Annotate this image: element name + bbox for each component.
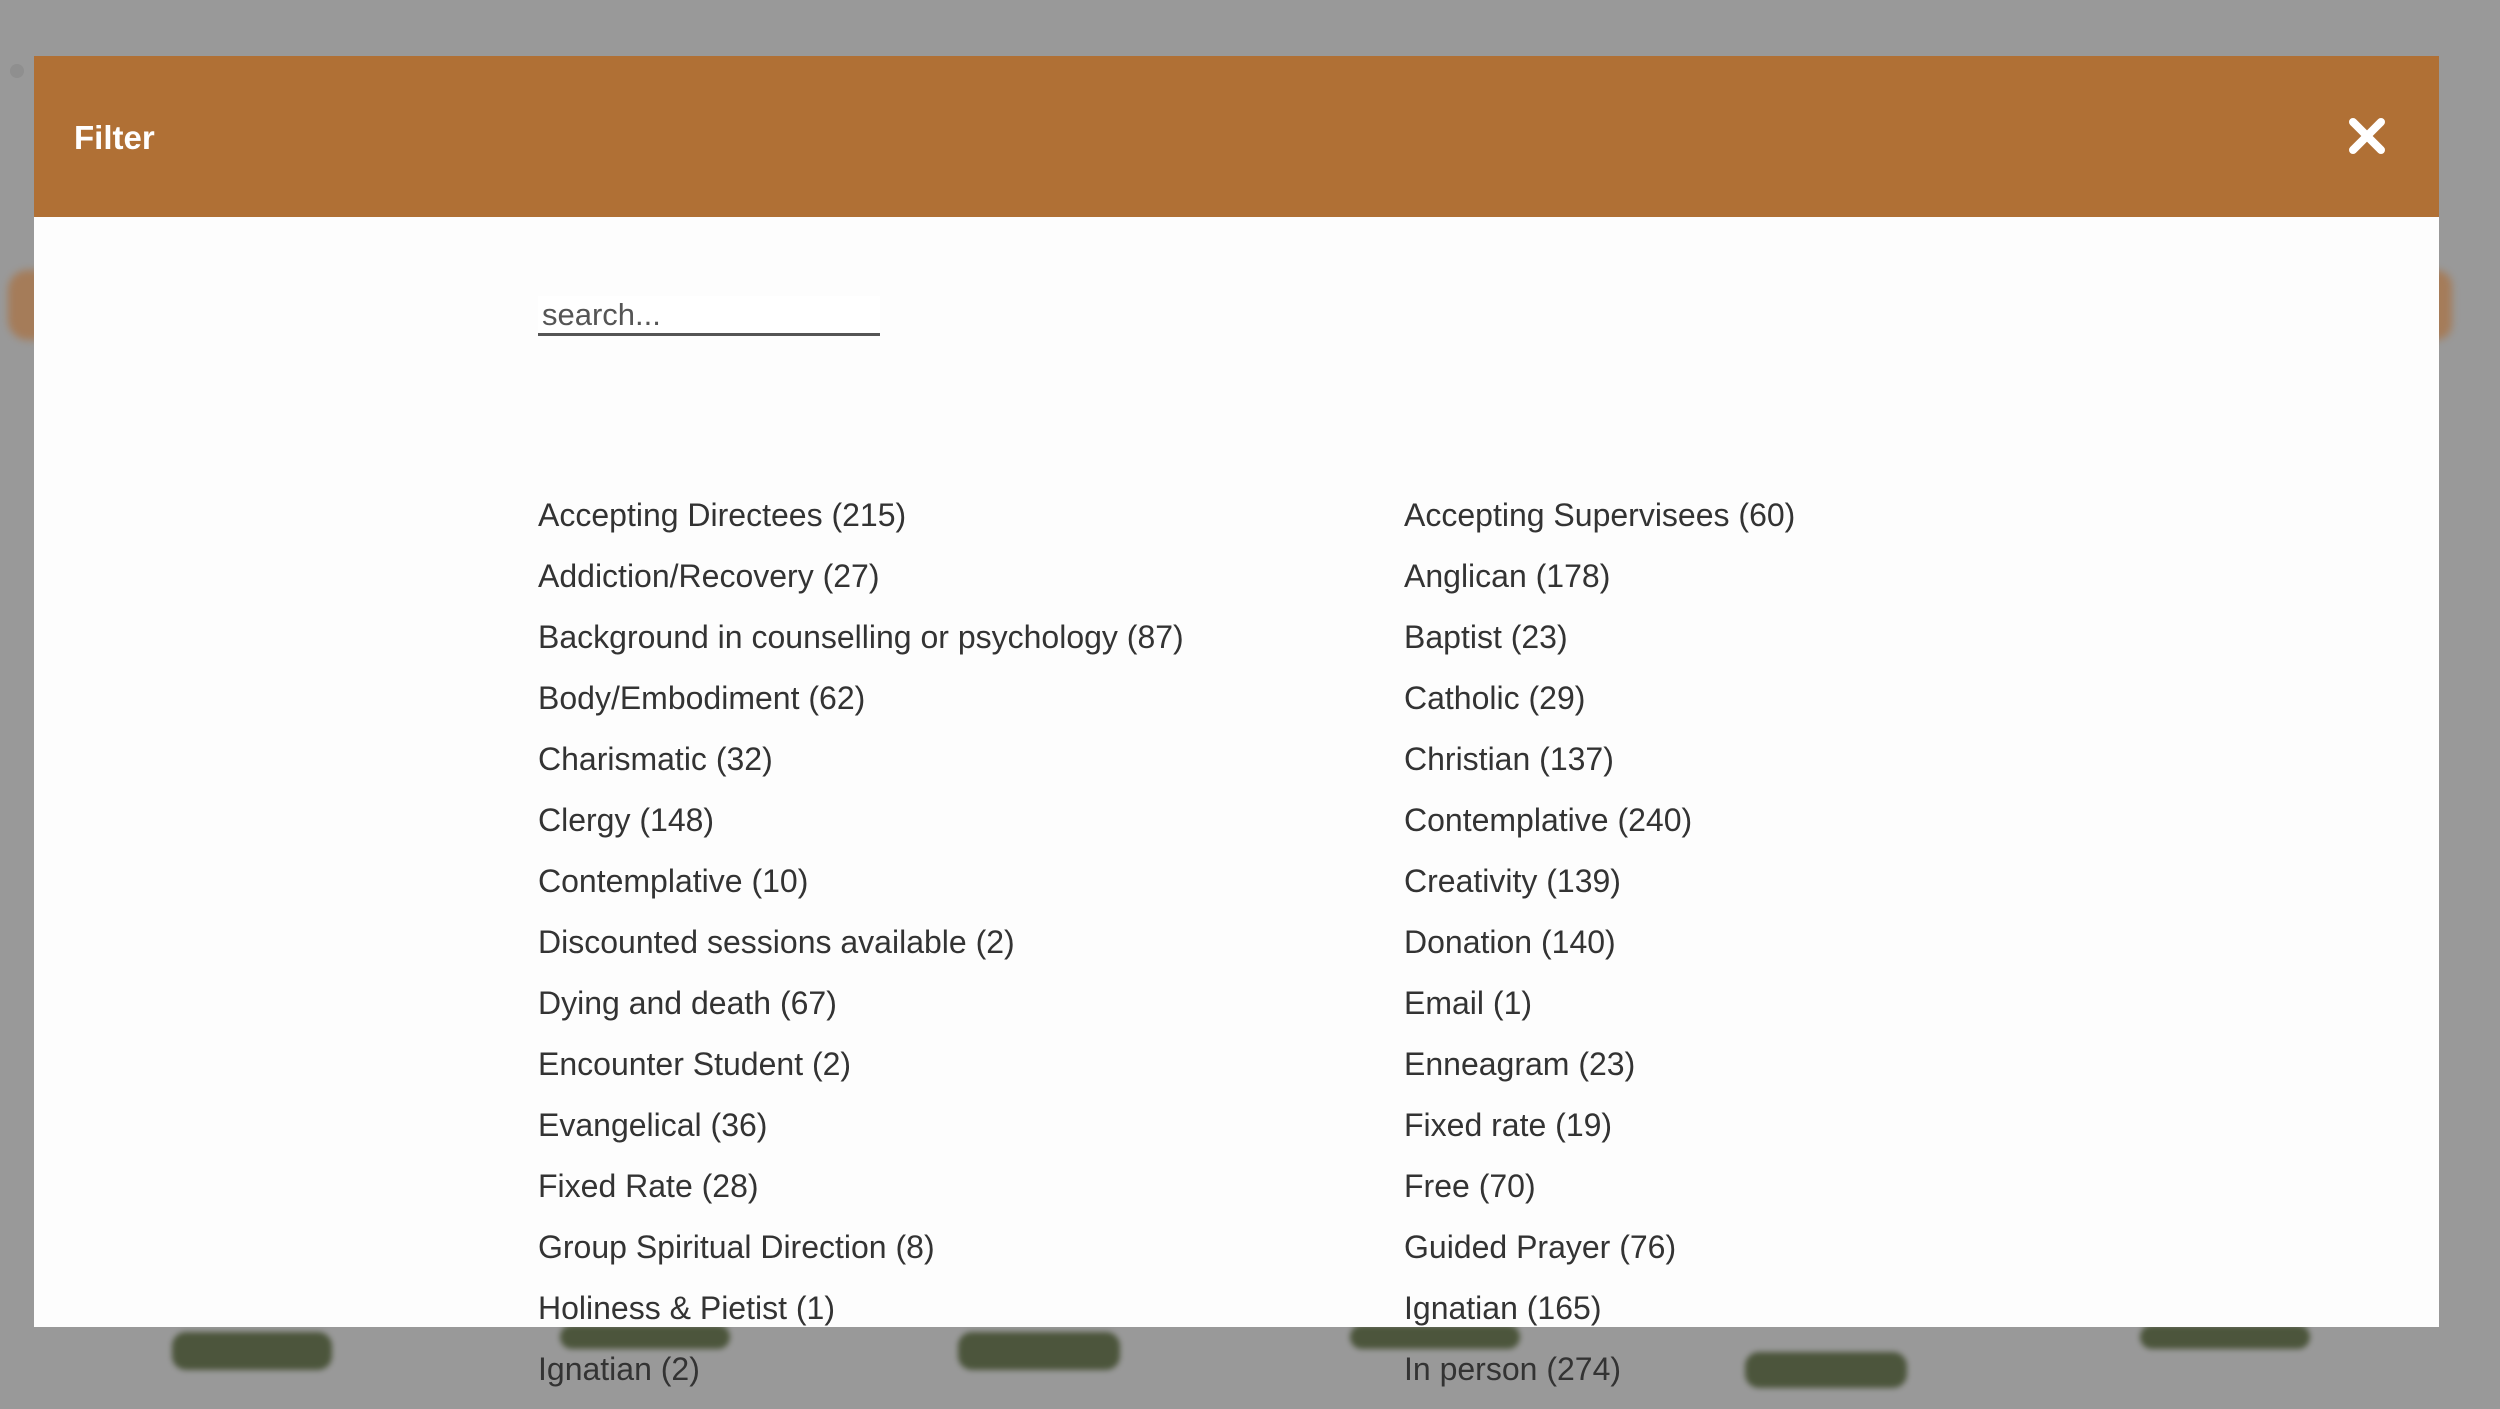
filter-option[interactable]: Ignatian (165) (1404, 1290, 1602, 1326)
filter-option[interactable]: Free (70) (1404, 1168, 1536, 1204)
filter-option[interactable]: Enneagram (23) (1404, 1046, 1636, 1082)
filter-option[interactable]: Guided Prayer (76) (1404, 1229, 1677, 1265)
filter-option[interactable]: Creativity (139) (1404, 863, 1621, 899)
filter-option[interactable]: Holiness & Pietist (1) (538, 1290, 835, 1326)
close-icon (2343, 112, 2391, 160)
filter-option[interactable]: Encounter Student (2) (538, 1046, 852, 1082)
search-input[interactable] (538, 296, 880, 336)
filter-option[interactable]: In person (274) (1404, 1351, 1622, 1387)
filter-option[interactable]: Addiction/Recovery (27) (538, 558, 880, 594)
filter-option[interactable]: Accepting Directees (215) (538, 497, 907, 533)
filter-option[interactable]: Evangelical (36) (538, 1107, 768, 1143)
filter-option[interactable]: Body/Embodiment (62) (538, 680, 866, 716)
filter-list-right (1404, 494, 1795, 1409)
filter-option[interactable]: Catholic (29) (1404, 680, 1586, 716)
close-button[interactable] (2343, 112, 2391, 160)
filter-option[interactable]: Anglican (178) (1404, 558, 1611, 594)
filter-option[interactable]: Donation (140) (1404, 924, 1616, 960)
filter-modal (34, 56, 2439, 1387)
modal-title: Filter (74, 119, 155, 156)
filter-option[interactable]: Baptist (23) (1404, 619, 1568, 655)
search-wrapper (538, 296, 880, 336)
background-button (2140, 1325, 2310, 1349)
filter-option[interactable]: Contemplative (240) (1404, 802, 1693, 838)
background-button (172, 1332, 332, 1370)
filter-option[interactable]: Accepting Supervisees (60) (1404, 497, 1796, 533)
modal-header (34, 56, 2439, 217)
filter-option[interactable]: Background in counselling or psychology (87) (538, 619, 1184, 655)
background-dot (10, 64, 24, 78)
filter-option[interactable]: Group Spiritual Direction (8) (538, 1229, 935, 1265)
filter-option[interactable]: Charismatic (32) (538, 741, 773, 777)
filter-option[interactable]: Email (1) (1404, 985, 1533, 1021)
filter-option[interactable]: Christian (137) (1404, 741, 1614, 777)
filter-option[interactable]: Fixed rate (19) (1404, 1107, 1613, 1143)
filter-option[interactable]: Fixed Rate (28) (538, 1168, 759, 1204)
filter-option[interactable]: Ignatian (2) (538, 1351, 700, 1387)
filter-option[interactable]: Discounted sessions available (2) (538, 924, 1015, 960)
filter-option[interactable]: Dying and death (67) (538, 985, 837, 1021)
filter-option[interactable]: Contemplative (10) (538, 863, 809, 899)
filter-list-left (538, 494, 1184, 1409)
filter-option[interactable]: Clergy (148) (538, 802, 715, 838)
